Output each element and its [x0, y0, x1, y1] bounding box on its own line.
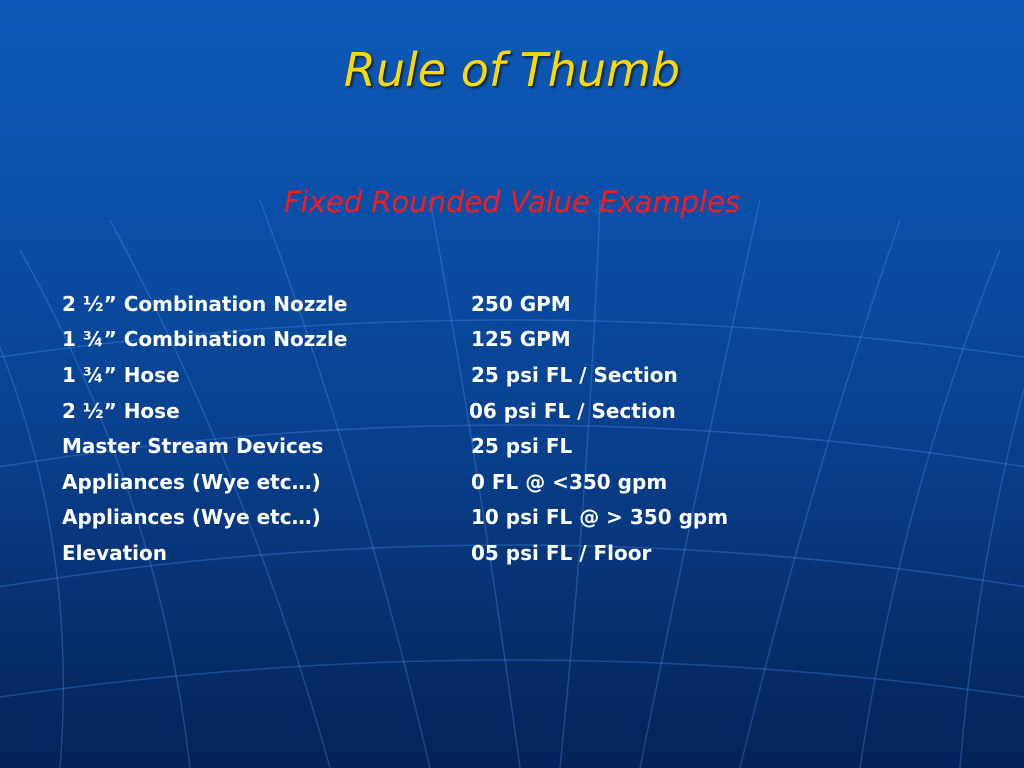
list-item: [62, 464, 962, 500]
list-item: [62, 286, 962, 322]
item-label: 1 ¾” Combination Nozzle: [62, 327, 348, 352]
slide-subtitle: Fixed Rounded Value Examples: [283, 185, 741, 219]
item-value: 250 GPM: [471, 291, 571, 316]
item-value: 05 psi FL / Floor: [471, 540, 652, 565]
item-label: 1 ¾” Hose: [62, 362, 180, 387]
list-item: [62, 535, 962, 571]
item-value: 0 FL @ <350 gpm: [471, 469, 668, 494]
item-value: 125 GPM: [471, 327, 571, 352]
item-label: Appliances (Wye etc…): [62, 469, 321, 494]
slide-title: Rule of Thumb: [343, 43, 681, 97]
item-label: Appliances (Wye etc…): [62, 505, 321, 530]
values-list: [62, 286, 962, 571]
item-label: Master Stream Devices: [62, 434, 324, 459]
item-label: 2 ½” Hose: [62, 398, 180, 423]
list-item: [62, 357, 962, 393]
list-item: [62, 322, 962, 358]
list-item: [62, 428, 962, 464]
list-item: [62, 500, 962, 536]
item-label: 2 ½” Combination Nozzle: [62, 291, 348, 316]
item-value: 25 psi FL / Section: [471, 362, 678, 387]
item-value: 10 psi FL @ > 350 gpm: [471, 505, 729, 530]
list-item: [62, 393, 962, 429]
item-value: 25 psi FL: [471, 434, 573, 459]
item-value: 06 psi FL / Section: [469, 398, 676, 423]
item-label: Elevation: [62, 540, 168, 565]
